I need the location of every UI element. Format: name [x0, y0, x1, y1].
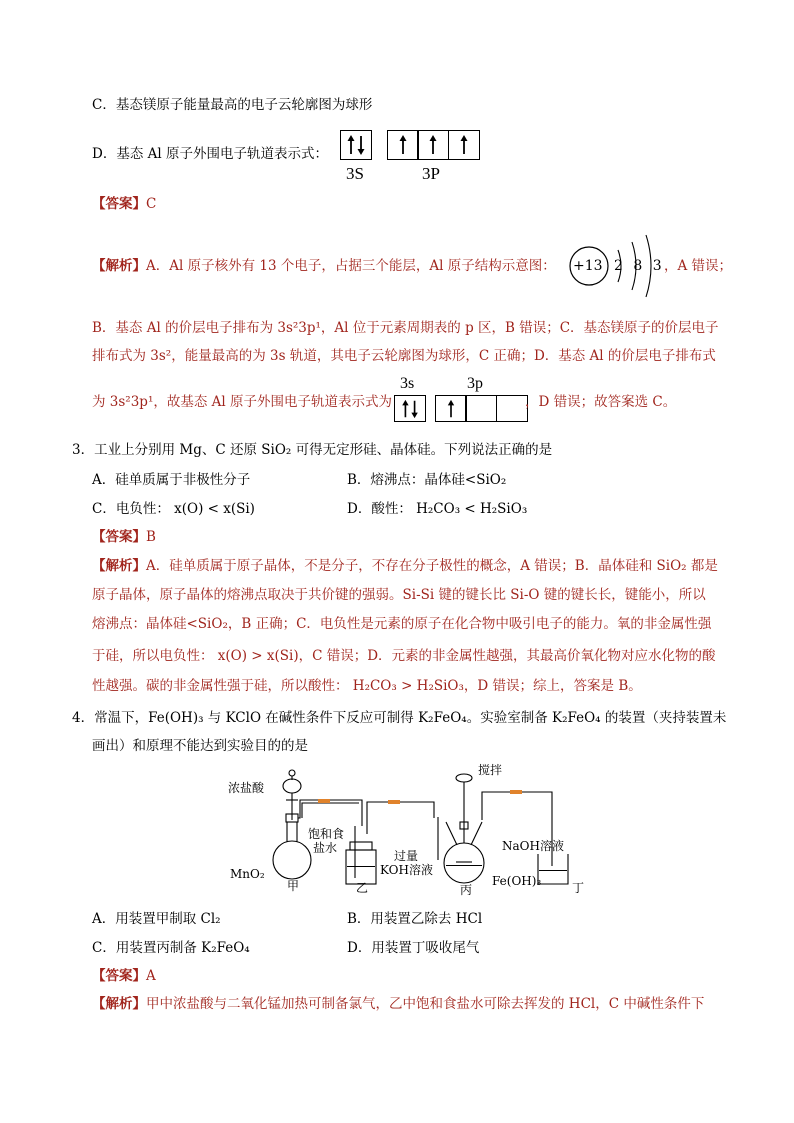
up-arrow-icon	[440, 398, 462, 420]
analysis-tag: 【解析】	[92, 996, 146, 1012]
q4-answer	[92, 970, 156, 984]
answer-tag: 【答案】	[92, 529, 146, 545]
answer-tag: 【答案】	[92, 968, 146, 984]
q3-analysis-line-2: 原子晶体，原子晶体的熔沸点取决于共价键的强弱。Si-Si 键的键长比 Si-O 键的键长长，键能小，所以	[92, 587, 706, 603]
q2-analysis-line-2: B．基态 Al 的价层电子排布为 3s²3p¹，Al 位于元素周期表的 p 区，B 错误；C．基态镁原子的价层电子	[92, 320, 719, 336]
label-mno2: MnO₂	[230, 867, 265, 881]
label-naoh-solution: NaOH溶液	[502, 839, 564, 853]
analysis-text: A．硅单质属于原子晶体，不是分子，不存在分子极性的概念，A 错误；B．晶体硅和 SiO₂ 都是	[146, 558, 718, 574]
orbital-label-3s: 3S	[346, 164, 364, 183]
q3-analysis-line-1	[92, 560, 718, 574]
analysis-text: 甲中浓盐酸与二氧化锰加热可制备氯气，乙中饱和食盐水可除去挥发的 HCl，C 中碱性条件下	[146, 996, 705, 1012]
q4-option-b: B．用装置乙除去 HCl	[347, 911, 483, 927]
label-conc-hcl: 浓盐酸	[228, 781, 265, 795]
q4-stem-line-1: 4．常温下，Fe(OH)₃ 与 KClO 在碱性条件下反应可制得 K₂FeO₄。实验室制备 K₂FeO₄ 的装置（夹持装置未	[72, 710, 727, 726]
q2-analysis-line-1	[92, 260, 556, 274]
orbital-box-3p-2	[417, 130, 449, 160]
orbital-label-3p: 3P	[422, 164, 440, 183]
q2-answer	[92, 198, 156, 212]
label-yi: 乙	[356, 881, 369, 895]
q3-analysis-line-5: 性越强。碳的非金属性强于硅，所以酸性： H₂CO₃ > H₂SiO₃，D 错误；综上，答案是 B。	[92, 678, 642, 694]
orbital-diagram-3p	[388, 130, 480, 160]
label-saturated-salt-2: 盐水	[313, 841, 338, 855]
small-orbital-box-3s	[394, 395, 426, 422]
q4-option-c: C．用装置丙制备 K₂FeO₄	[92, 940, 250, 956]
q2-option-d: D．基态 Al 原子外围电子轨道表示式：	[92, 146, 328, 162]
atom-nucleus: +13	[573, 258, 603, 274]
q4-stem-line-2: 画出）和原理不能达到实验目的的是	[92, 738, 308, 754]
up-down-arrow-icon	[399, 398, 421, 420]
up-down-arrow-icon	[344, 133, 368, 157]
q3-option-a: A．硅单质属于非极性分子	[92, 472, 251, 488]
label-feoh3: Fe(OH)₃	[492, 874, 542, 888]
atom-shells: 2 8 3	[614, 258, 662, 274]
q2-option-c: C．基态镁原子能量最高的电子云轮廓图为球形	[92, 97, 373, 113]
orbital-box-3p-1	[387, 130, 419, 160]
up-arrow-icon	[452, 133, 476, 157]
q3-stem: 3．工业上分别用 Mg、C 还原 SiO₂ 可得无定形硅、晶体硅。下列说法正确的是	[72, 442, 553, 458]
q3-option-c: C．电负性： x(O) < x(Si)	[92, 501, 255, 517]
analysis-tag: 【解析】	[92, 258, 146, 274]
q2-analysis-line-4: 为 3s²3p¹，故基态 Al 原子外围电子轨道表示式为	[92, 394, 393, 410]
q3-answer	[92, 531, 156, 545]
small-orbital-label-3p: 3p	[467, 375, 483, 392]
orbital-box-3s	[340, 130, 372, 160]
answer-tag: 【答案】	[92, 196, 146, 212]
apparatus-diagram	[220, 762, 610, 897]
up-arrow-icon	[421, 133, 445, 157]
small-orbital-3p	[436, 395, 528, 422]
q2-analysis-line-3: 排布式为 3s²，能量最高的为 3s 轨道，其电子云轮廓图为球形，C 正确；D．基态 Al 的价层电子排布式	[92, 348, 716, 364]
q4-option-a: A．用装置甲制取 Cl₂	[92, 911, 221, 927]
small-orbital-box-3p-3	[496, 395, 528, 422]
answer-value: A	[146, 968, 156, 984]
up-arrow-icon	[391, 133, 415, 157]
label-bing: 丙	[460, 883, 473, 897]
q2-analysis-line-1-end: ，A 错误；	[664, 258, 733, 274]
small-orbital-box-3p-2	[465, 395, 497, 422]
analysis-tag: 【解析】	[92, 558, 146, 574]
q3-analysis-line-3: 熔沸点：晶体硅<SiO₂，B 正确；C．电负性是元素的原子在化合物中吸引电子的能力。氧的非金属性强	[92, 616, 712, 632]
small-orbital-3s	[395, 395, 426, 422]
al-atom-structure-diagram	[566, 232, 666, 300]
orbital-diagram-3s	[341, 130, 372, 160]
label-saturated-salt-1: 饱和食	[308, 827, 345, 841]
answer-value: B	[146, 529, 156, 545]
label-ding: 丁	[572, 881, 585, 895]
label-stir: 搅拌	[478, 763, 503, 777]
label-excess: 过量	[394, 849, 419, 863]
orbital-box-3p-3	[448, 130, 480, 160]
label-jia: 甲	[287, 879, 300, 893]
label-koh-solution: KOH溶液	[380, 863, 433, 877]
small-orbital-box-3p-1	[435, 395, 467, 422]
q4-option-d: D．用装置丁吸收尾气	[347, 940, 480, 956]
q3-option-b: B．熔沸点：晶体硅<SiO₂	[347, 472, 507, 488]
q4-analysis-line-1	[92, 998, 704, 1012]
small-orbital-label-3s: 3s	[400, 375, 415, 392]
q3-option-d: D．酸性： H₂CO₃ < H₂SiO₃	[347, 501, 528, 517]
q3-analysis-line-4: 于硅，所以电负性： x(O) > x(Si)，C 错误；D．元素的非金属性越强，其最高价氧化物对应水化物的酸	[92, 648, 716, 664]
answer-value: C	[146, 196, 157, 212]
analysis-text: A．Al 原子核外有 13 个电子，占据三个能层，Al 原子结构示意图：	[146, 258, 556, 274]
q2-analysis-line-4-end: ，D 错误；故答案选 C。	[525, 394, 677, 410]
